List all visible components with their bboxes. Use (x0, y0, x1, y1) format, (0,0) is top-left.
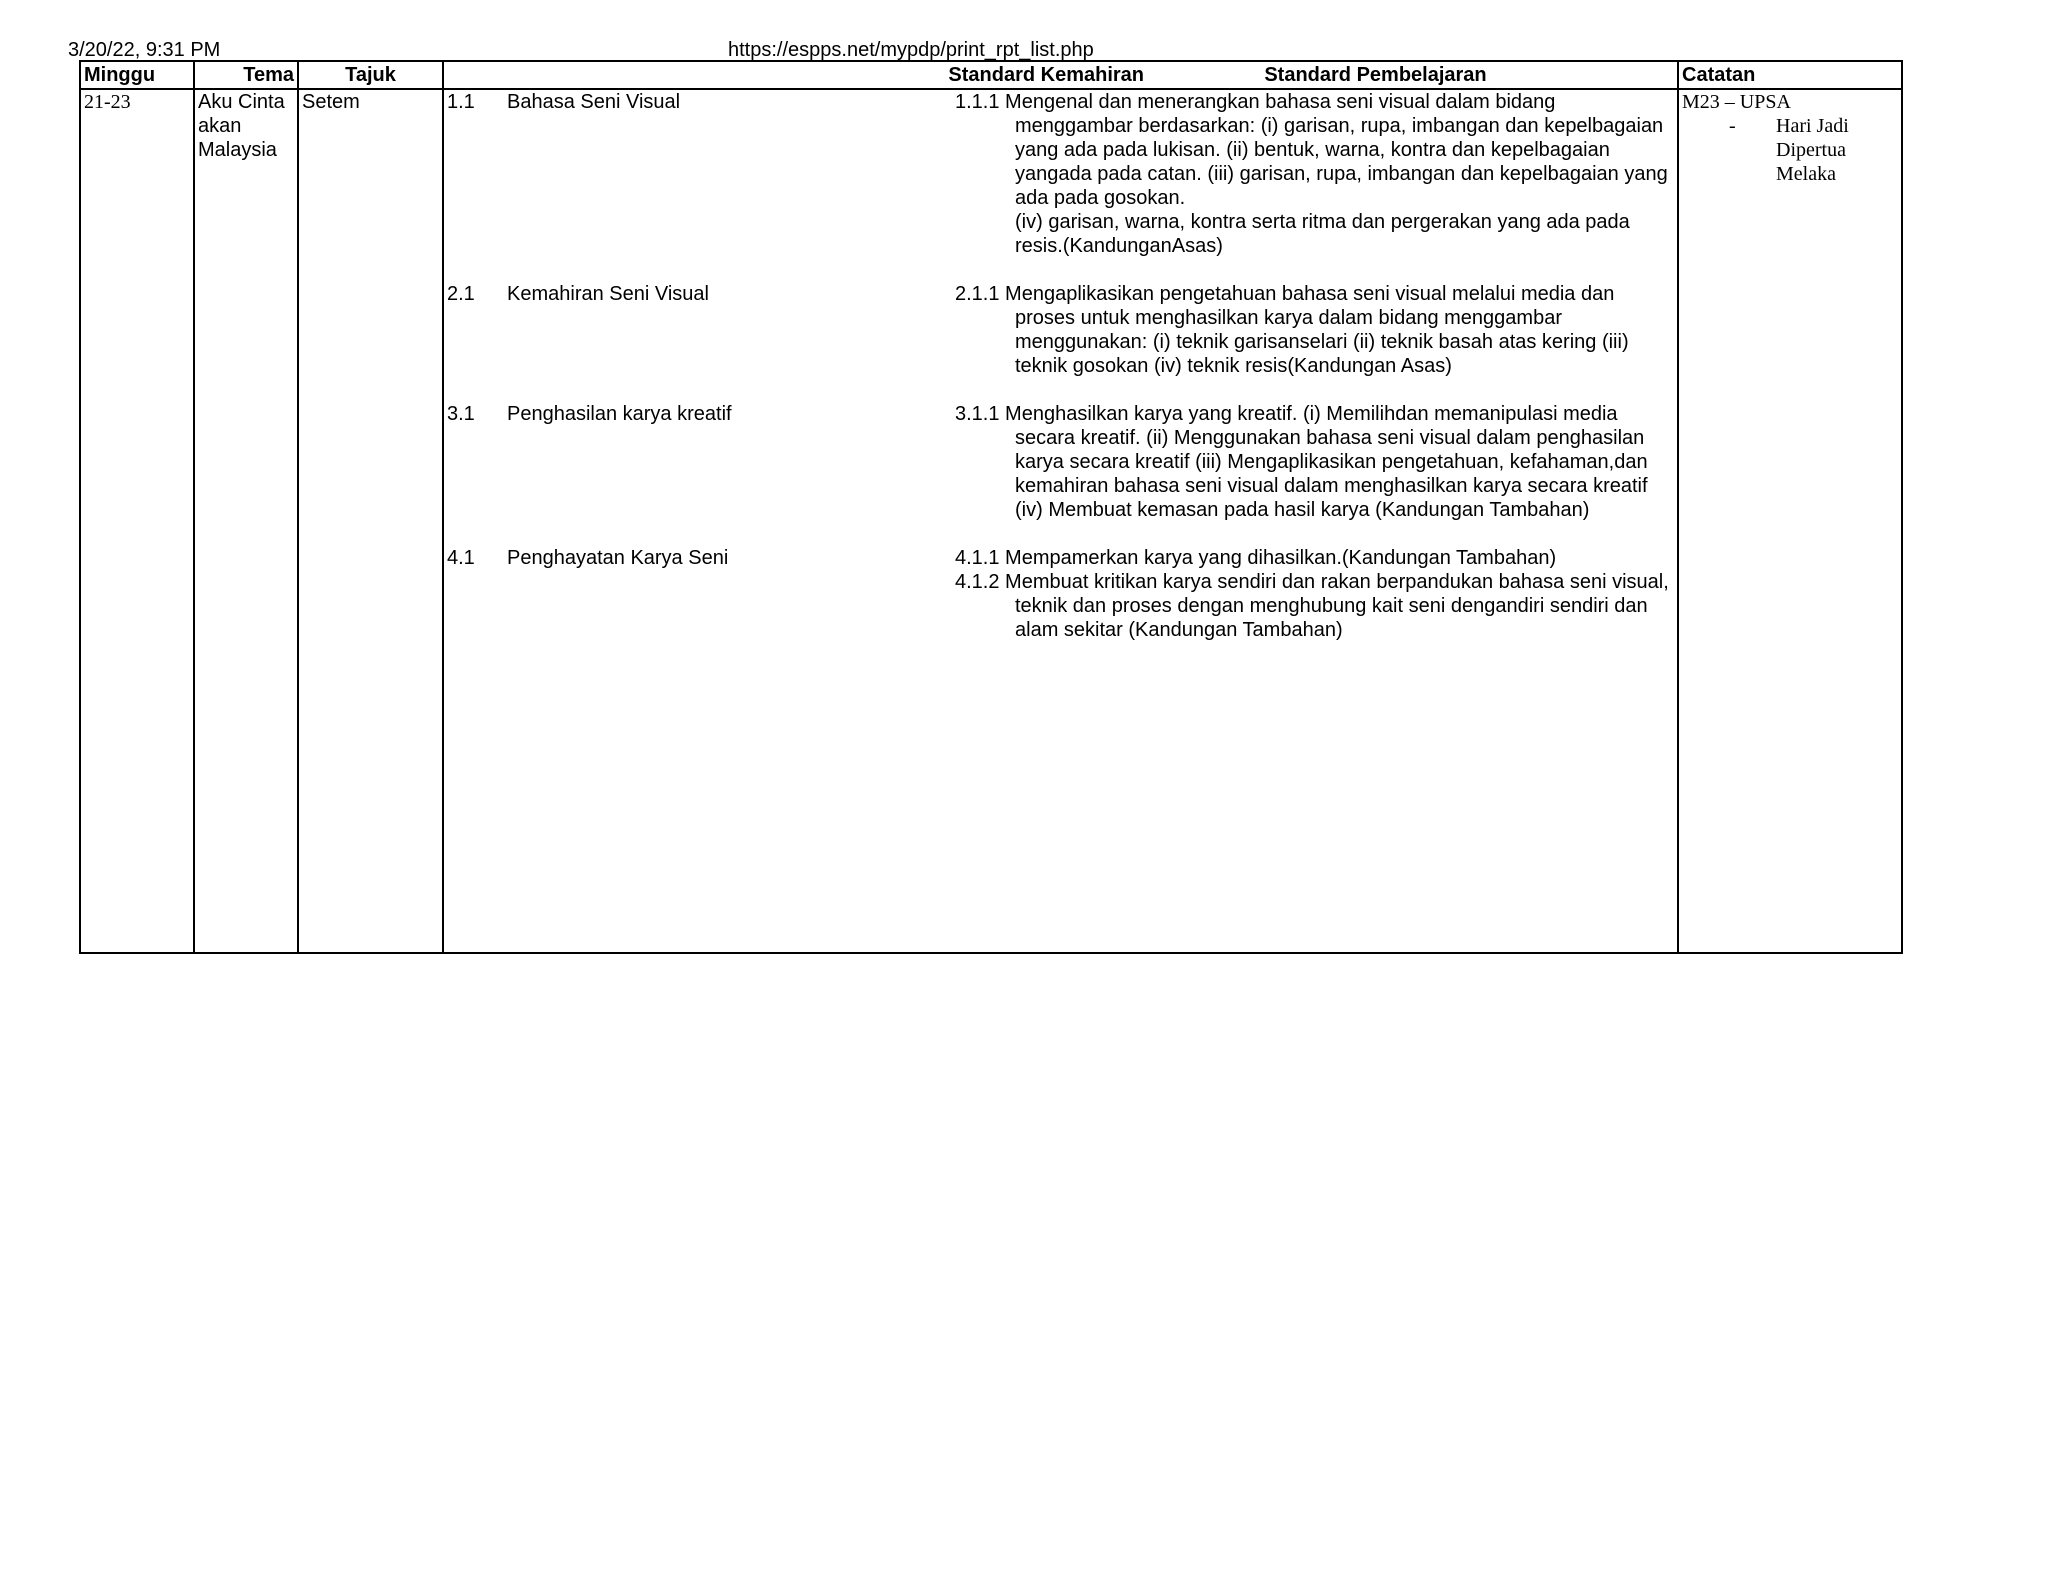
sk-code: 4.1 (447, 547, 475, 569)
sp-item (955, 402, 1674, 522)
header-standard-pembelajaran: Standard Pembelajaran (1264, 64, 1487, 86)
print-url: https://espps.net/mypdp/print_rpt_list.php (728, 39, 1094, 61)
rpt-table (79, 60, 1903, 954)
sk-code: 1.1 (447, 91, 475, 113)
header-catatan: Catatan (1678, 61, 1902, 89)
table-row (80, 89, 1902, 953)
cell-tema: Aku Cinta akan Malaysia (194, 89, 298, 953)
header-minggu: Minggu (80, 61, 194, 89)
sp-text: Mengaplikasikan pengetahuan bahasa seni visual melalui media dan proses untuk menghasilkan karya dalam bidang menggambar menggunakan: (i) teknik garisanselari (ii) teknik basah atas kering (iii) teknik gosokan (iv) teknik resis(Kandungan Asas) (1005, 283, 1629, 377)
print-datetime: 3/20/22, 9:31 PM (68, 39, 221, 61)
sp-item (955, 546, 1674, 570)
print-header (0, 38, 2048, 62)
sp-text: Menghasilkan karya yang kreatif. (i) Memilihdan memanipulasi media secara kreatif. (ii) Menggunakan bahasa seni visual dalam penghasilan karya secara kreatif (iii) Mengaplikasikan pengetahuan, kefahaman,dan kemahiran bahasa seni visual dalam menghasilkan karya secara kreatif (iv) Membuat kemasan pada hasil karya (Kandungan Tambahan) (1005, 403, 1648, 521)
header-standards (443, 61, 1678, 89)
standard-group-1 (447, 90, 1674, 258)
header-tajuk: Tajuk (298, 61, 443, 89)
catatan-list (1682, 114, 1898, 186)
cell-catatan (1678, 89, 1902, 953)
header-standard-kemahiran: Standard Kemahiran (948, 64, 1144, 86)
standard-group-3 (447, 402, 1674, 522)
sp-code: 4.1.1 (955, 547, 1000, 569)
table-header-row (80, 61, 1902, 89)
header-tema: Tema (194, 61, 298, 89)
sp-item (955, 282, 1674, 378)
sk-name: Penghayatan Karya Seni (507, 547, 729, 569)
sk-name: Penghasilan karya kreatif (507, 403, 732, 425)
sp-item (955, 90, 1674, 210)
catatan-line: M23 – UPSA (1682, 91, 1791, 113)
sp-text: Mengenal dan menerangkan bahasa seni visual dalam bidang menggambar berdasarkan: (i) garisan, rupa, imbangan dan kepelbagaian yang ada pada lukisan. (ii) bentuk, warna, kontra dan kepelbagaian yangada pada catan. (iii) garisan, rupa, imbangan dan kepelbagaian yang ada pada gosokan. (1005, 91, 1668, 209)
cell-standards (443, 89, 1678, 953)
sp-code: 2.1.1 (955, 283, 1000, 305)
list-item (1682, 114, 1866, 186)
sp-text: Mempamerkan karya yang dihasilkan.(Kandungan Tambahan) (1005, 547, 1557, 569)
cell-tajuk: Setem (298, 89, 443, 953)
sk-code: 2.1 (447, 283, 475, 305)
sk-name: Kemahiran Seni Visual (507, 283, 709, 305)
list-bullet: - (1729, 115, 1736, 137)
standard-group-2 (447, 282, 1674, 378)
sp-code: 1.1.1 (955, 91, 1000, 113)
sp-item (955, 570, 1674, 642)
sp-code: 4.1.2 (955, 571, 1000, 593)
sp-extra: (iv) garisan, warna, kontra serta ritma dan pergerakan yang ada pada resis.(KandunganAsas) (1015, 211, 1630, 257)
cell-minggu: 21-23 (80, 89, 194, 953)
sk-name: Bahasa Seni Visual (507, 91, 681, 113)
catatan-bullet-text: Hari Jadi Dipertua Melaka (1776, 115, 1849, 185)
sp-text: Membuat kritikan karya sendiri dan rakan berpandukan bahasa seni visual, teknik dan proses dengan menghubung kait seni dengandiri sendiri dan alam sekitar (Kandungan Tambahan) (1005, 571, 1669, 641)
sk-code: 3.1 (447, 403, 475, 425)
sp-code: 3.1.1 (955, 403, 1000, 425)
standard-group-4 (447, 546, 1674, 642)
